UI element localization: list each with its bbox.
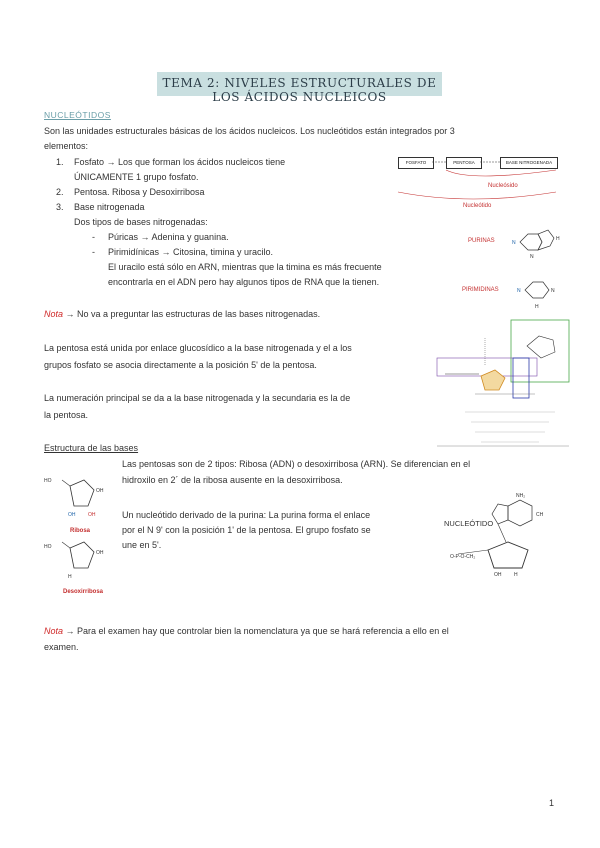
svg-text:H: H bbox=[514, 572, 518, 578]
bullet-dash-2: - bbox=[92, 247, 95, 257]
svg-text:H: H bbox=[535, 304, 539, 310]
list-item-base: Base nitrogenada bbox=[74, 202, 145, 212]
box-pentosa: PENTOSA bbox=[446, 157, 482, 169]
page-title: TEMA 2: NIVELES ESTRUCTURALES DE LOS ÁCIDOS NUCLEICOS bbox=[162, 76, 437, 104]
pyrimidine-structure-icon bbox=[515, 270, 565, 310]
purinas-label: PURINAS bbox=[468, 238, 495, 244]
bullet-dash-1: - bbox=[92, 232, 95, 242]
deoxyribose-structure-icon bbox=[42, 530, 112, 590]
svg-text:HO: HO bbox=[44, 478, 52, 484]
struct-line-1: Las pentosas son de 2 tipos: Ribosa (ADN) o desoxirribosa (ARN). Se diferencian en el bbox=[122, 459, 471, 469]
section-heading-nucleotidos: NUCLEÓTIDOS bbox=[44, 110, 111, 120]
svg-text:HO: HO bbox=[44, 544, 52, 550]
svg-text:H: H bbox=[556, 236, 560, 242]
numeracion-line-2: la pentosa. bbox=[44, 410, 89, 420]
box-fosfato: FOSFATO bbox=[398, 157, 434, 169]
box-base: BASE NITROGENADA bbox=[500, 157, 558, 169]
pentosa-line-1: La pentosa está unida por enlace glucosídico a la base nitrogenada y el a los bbox=[44, 343, 352, 353]
purina-line-1: Un nucleótido derivado de la purina: La purina forma el enlace bbox=[122, 510, 371, 520]
nota-2 bbox=[44, 624, 564, 639]
bullet-purinas: Púricas → Adenina y guanina. bbox=[108, 232, 229, 242]
svg-text:OH: OH bbox=[88, 512, 96, 518]
page-number: 1 bbox=[549, 798, 555, 808]
list-item-fosfato-cont: ÚNICAMENTE 1 grupo fosfato. bbox=[74, 172, 199, 182]
nota-1 bbox=[44, 307, 320, 322]
ribose-structure-icon bbox=[42, 468, 112, 528]
svg-text:N: N bbox=[551, 288, 555, 294]
purina-line-3: une en 5'. bbox=[122, 540, 162, 550]
bullet-pirimidinas: Pirimidínicas → Citosina, timina y uracilo. bbox=[108, 247, 274, 257]
list-num-1: 1. bbox=[56, 157, 64, 167]
numeracion-line-1: La numeración principal se da a la base nitrogenada y la secundaria es la de bbox=[44, 393, 351, 403]
svg-text:NH₂: NH₂ bbox=[516, 493, 526, 499]
intro-line-2: elementos: bbox=[44, 141, 89, 151]
svg-text:OH: OH bbox=[96, 550, 104, 556]
svg-text:OH: OH bbox=[494, 572, 502, 578]
svg-text:N: N bbox=[530, 254, 534, 260]
bases-intro: Dos tipos de bases nitrogenadas: bbox=[74, 217, 208, 227]
list-num-3: 3. bbox=[56, 202, 64, 212]
pentosa-line-2: grupos fosfato se asocia directamente a la posición 5' de la pentosa. bbox=[44, 360, 317, 370]
list-item-pentosa: Pentosa. Ribosa y Desoxirribosa bbox=[74, 187, 205, 197]
nucleotide-diagram-figure bbox=[435, 318, 570, 448]
svg-text:N: N bbox=[512, 240, 516, 246]
pirimidinas-label: PIRIMIDINAS bbox=[462, 287, 499, 293]
list-item-fosfato: Fosfato → Los que forman los ácidos nucleicos tiene bbox=[74, 157, 286, 167]
ribosa-label: Ribosa bbox=[70, 528, 91, 534]
purine-structure-icon bbox=[510, 222, 570, 262]
nucleotido-label: NUCLEÓTIDO bbox=[444, 519, 494, 528]
uracilo-line-2: encontrarla en el ADN pero hay algunos tipos de RNA que la tienen. bbox=[108, 277, 380, 287]
svg-text:O-P-O-CH₂: O-P-O-CH₂ bbox=[450, 554, 476, 560]
intro-line-1: Son las unidades estructurales básicas de los ácidos nucleicos. Los nucleótidos están integrados por 3 bbox=[44, 126, 455, 136]
purina-line-2: por el N 9' con la posición 1' de la pentosa. El grupo fosfato se bbox=[122, 525, 371, 535]
svg-text:CH: CH bbox=[536, 512, 544, 518]
nota-2-cont: examen. bbox=[44, 642, 79, 652]
svg-text:OH: OH bbox=[68, 512, 76, 518]
label-nucleosido: Nucleósido bbox=[488, 183, 518, 189]
struct-heading: Estructura de las bases bbox=[44, 443, 139, 453]
struct-line-2: hidroxilo en 2´ de la ribosa ausente en la desoxirribosa. bbox=[122, 475, 343, 485]
purine-nucleotide-structure-icon bbox=[448, 492, 558, 582]
nota-1-label: Nota bbox=[44, 309, 64, 319]
nota-1-text: → No va a preguntar las estructuras de las bases nitrogenadas. bbox=[63, 309, 321, 319]
svg-text:H: H bbox=[68, 574, 72, 580]
nota-2-label: Nota bbox=[44, 626, 64, 636]
desoxirribosa-label: Desoxirribosa bbox=[63, 589, 104, 595]
label-nucleotido: Nucleótido bbox=[463, 203, 492, 209]
nota-2-text: → Para el examen hay que controlar bien la nomenclatura ya que se hará referencia a ello en el bbox=[63, 626, 449, 636]
svg-text:OH: OH bbox=[96, 488, 104, 494]
list-num-2: 2. bbox=[56, 187, 64, 197]
uracilo-line-1: El uracilo está sólo en ARN, mientras que la timina es más frecuente bbox=[108, 262, 382, 272]
svg-text:N: N bbox=[517, 288, 521, 294]
